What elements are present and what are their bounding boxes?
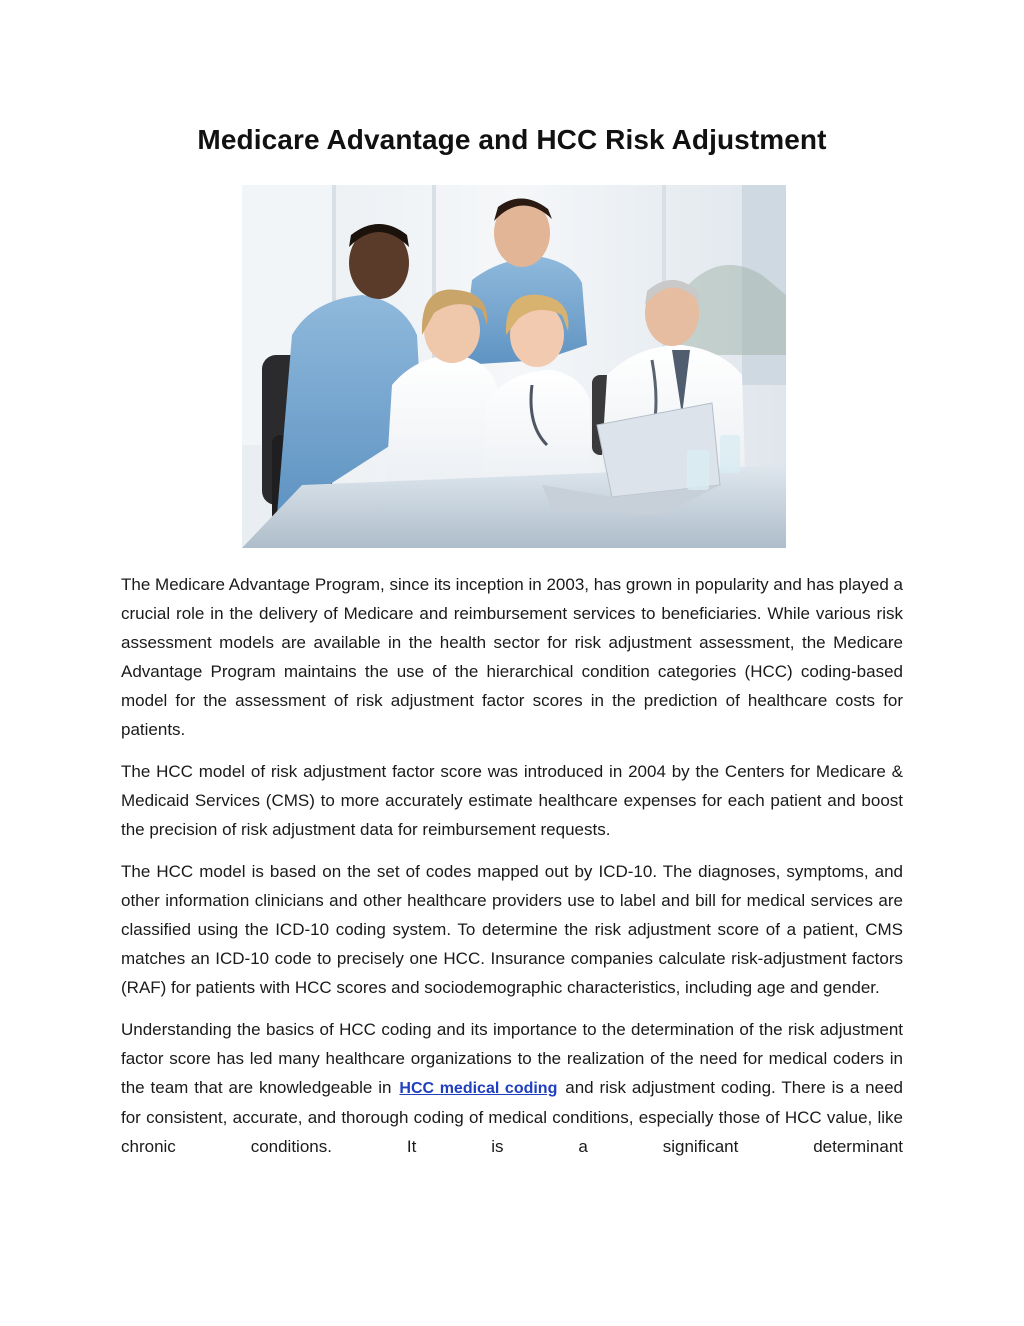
page-title: Medicare Advantage and HCC Risk Adjustment — [197, 124, 827, 155]
paragraph-4 — [121, 1015, 903, 1161]
medical-team-photo — [242, 185, 786, 548]
paragraph-3: The HCC model is based on the set of codes mapped out by ICD-10. The diagnoses, symptoms, and other information clinicians and other healthcare providers use to label and bill for medical services are classified using the ICD-10 coding system. To determine the risk adjustment score of a patient, CMS matches an ICD-10 code to precisely one HCC. Insurance companies calculate risk-adjustment factors (RAF) for patients with HCC scores and sociodemographic characteristics, including age and gender. — [121, 862, 903, 997]
paragraph-2: The HCC model of risk adjustment factor score was introduced in 2004 by the Centers for Medicare & Medicaid Services (CMS) to more accurately estimate healthcare expenses for each patient and boost the precision of risk adjustment data for reimbursement requests. — [121, 762, 903, 839]
article-body — [121, 570, 903, 1174]
hcc-medical-coding-link[interactable]: HCC medical coding — [399, 1080, 558, 1097]
paragraph-4-text-before: Understanding the basics of HCC coding and its importance to the determination of the risk adjustment factor score has led many healthcare organizations to the realization of the need for medical coders in the team that are knowledgeable in — [121, 1020, 903, 1097]
paragraph-4-text-after: and risk adjustment coding. There is a need for consistent, accurate, and thorough coding of medical conditions, especially those of HCC value, like chronic conditions. It is a significant determinant — [121, 1078, 904, 1156]
paragraph-1: The Medicare Advantage Program, since its inception in 2003, has grown in popularity and has played a crucial role in the delivery of Medicare and reimbursement services to beneficiaries. While various risk assessment models are available in the health sector for risk adjustment assessment, the Medicare Advantage Program maintains the use of the hierarchical condition categories (HCC) coding-based model for the assessment of risk adjustment factor scores in the prediction of healthcare costs for patients. — [121, 575, 903, 739]
